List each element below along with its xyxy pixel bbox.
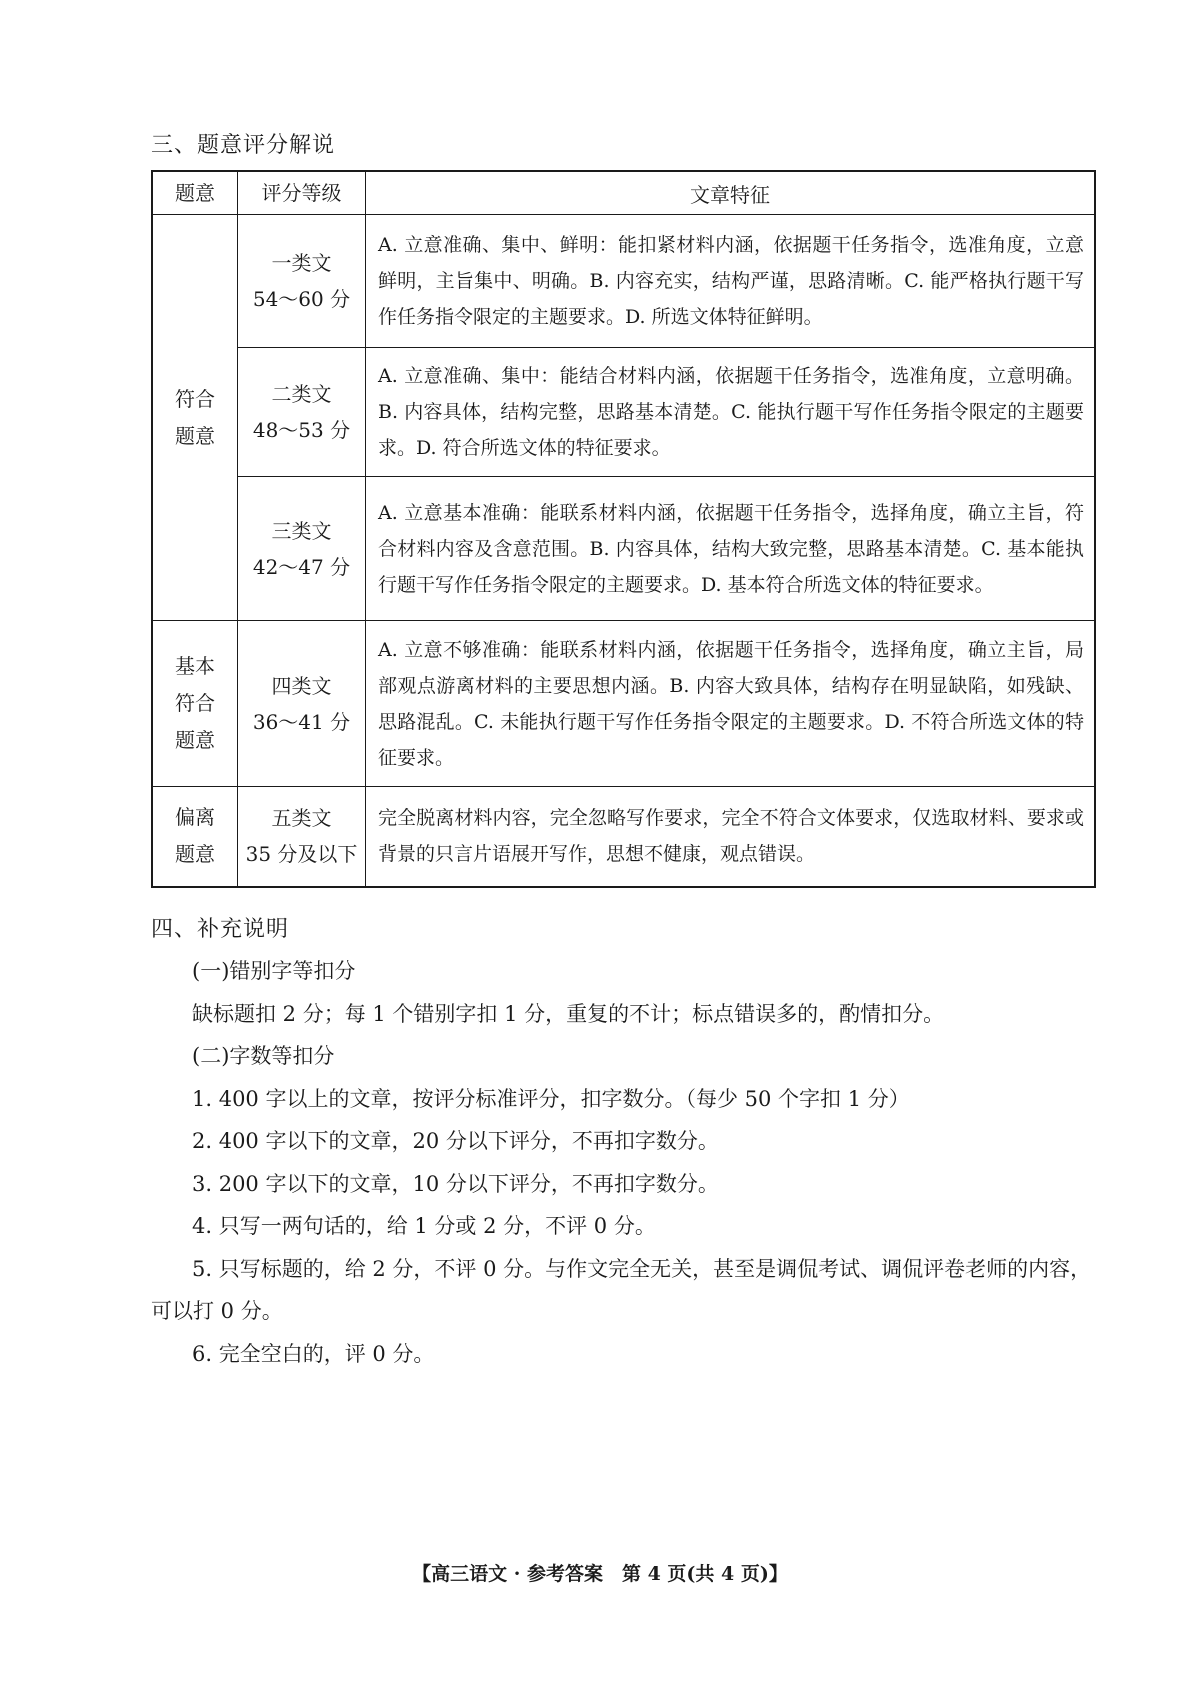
category-cell [152, 787, 238, 887]
table-row [152, 215, 1095, 348]
subsection-title: (一)错别字等扣分 [192, 959, 356, 983]
grade-cell [238, 477, 366, 621]
feature-cell: A. 立意基本准确：能联系材料内涵，依据题干任务指令，选择角度，确立主旨，符合材料内容及含意范围。B. 内容具体，结构大致完整，思路基本清楚。C. 基本能执行题干写作任务指令限定的主题要求。D. 基本符合所选文体的特征要求。 [366, 477, 1096, 621]
table-header-row [152, 171, 1095, 215]
grade-name: 三类文 [271, 518, 332, 543]
grade-score: 54～60 分 [252, 287, 351, 311]
feature-cell: A. 立意准确、集中：能结合材料内涵，依据题干任务指令，选准角度，立意明确。B. 内容具体，结构完整，思路基本清楚。C. 能执行题干写作任务指令限定的主题要求。D. 符合所选文体的特征要求。 [366, 348, 1096, 477]
grade-cell [238, 621, 366, 787]
grade-name: 二类文 [271, 382, 332, 406]
note-paragraph: 缺标题扣 2 分；每 1 个错别字扣 1 分，重复的不计；标点错误多的，酌情扣分。 [192, 1001, 945, 1026]
grade-cell [238, 348, 366, 477]
category-label: 偏离题意 [175, 805, 215, 867]
feature-cell: A. 立意不够准确：能联系材料内涵，依据题干任务指令，选择角度，确立主旨，局部观点游离材料的主要思想内涵。B. 内容大致具体，结构存在明显缺陷，如残缺、思路混乱。C. 未能执行题干写作任务指令限定的主题要求。D. 不符合所选文体的特征要求。 [366, 621, 1096, 787]
section-4-title: 四、补充说明 [151, 917, 290, 942]
feature-cell: A. 立意准确、集中、鲜明：能扣紧材料内涵，依据题干任务指令，选准角度，立意鲜明，主旨集中、明确。B. 内容充实，结构严谨，思路清晰。C. 能严格执行题干写作任务指令限定的主题要求。D. 所选文体特征鲜明。 [366, 215, 1096, 348]
grade-score: 42～47 分 [252, 554, 351, 579]
grade-cell [238, 215, 366, 348]
header-grade: 评分等级 [238, 171, 366, 215]
list-item: 4. 只写一两句话的，给 1 分或 2 分，不评 0 分。 [192, 1214, 656, 1238]
grade-score: 36～41 分 [252, 709, 351, 734]
subsection-title: (二)字数等扣分 [192, 1044, 335, 1068]
table-row [152, 348, 1095, 477]
table-row [152, 477, 1095, 621]
list-item: 1. 400 字以上的文章，按评分标准评分，扣字数分。（每少 50 个字扣 1 分） [192, 1086, 910, 1111]
list-item: 3. 200 字以下的文章，10 分以下评分，不再扣字数分。 [192, 1171, 719, 1196]
feature-cell: 完全脱离材料内容，完全忽略写作要求，完全不符合文体要求，仅选取材料、要求或背景的只言片语展开写作，思想不健康，观点错误。 [366, 787, 1096, 887]
table-row [152, 621, 1095, 787]
grade-name: 一类文 [271, 251, 332, 275]
grade-score: 35 分及以下 [245, 842, 358, 867]
list-item: 2. 400 字以下的文章，20 分以下评分，不再扣字数分。 [192, 1129, 719, 1153]
header-category: 题意 [152, 171, 238, 215]
supplementary-notes [151, 950, 1096, 1375]
category-label: 基本符合题意 [175, 654, 215, 752]
page-footer: 【高三语文 · 参考答案 第 4 页(共 4 页)】 [412, 1563, 788, 1585]
grading-table [151, 170, 1096, 888]
header-features: 文章特征 [366, 171, 1096, 215]
list-item: 5. 只写标题的，给 2 分，不评 0 分。与作文完全无关，甚至是调侃考试、调侃评卷老师的内容，可以打 0 分。 [151, 1256, 1092, 1323]
category-cell [152, 621, 238, 787]
grade-cell [238, 787, 366, 887]
grade-name: 五类文 [271, 806, 332, 831]
section-3-title: 三、题意评分解说 [151, 133, 336, 158]
list-item: 6. 完全空白的，评 0 分。 [192, 1341, 435, 1366]
grade-score: 48～53 分 [252, 418, 351, 442]
category-cell [152, 215, 238, 621]
grade-name: 四类文 [271, 673, 332, 698]
category-label: 符合题意 [175, 386, 215, 448]
table-row [152, 787, 1095, 887]
